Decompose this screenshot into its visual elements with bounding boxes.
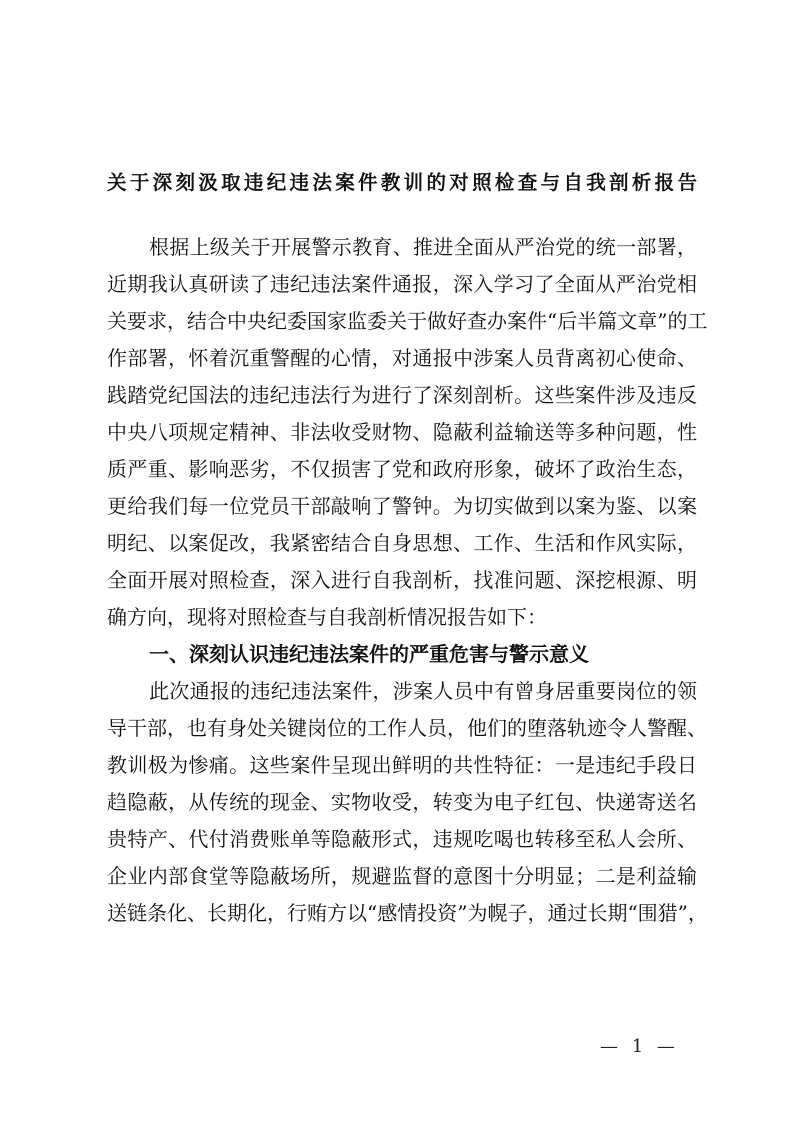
document-body bbox=[107, 232, 708, 935]
paragraph-line: 导干部，也有身处关键岗位的工作人员，他们的堕落轨迹令人警醒、 bbox=[107, 716, 707, 740]
paragraph-line: 贵特产、代付消费账单等隐蔽形式，违规吃喝也转移至私人会所、 bbox=[107, 827, 697, 851]
paragraph-line: 关要求，结合中央纪委国家监委关于做好查办案件“后半篇文章”的工 bbox=[107, 309, 708, 333]
paragraph-line: 企业内部食堂等隐蔽场所，规避监督的意图十分明显；二是利益输 bbox=[107, 864, 697, 888]
section-heading: 一、深刻认识违纪违法案件的严重危害与警示意义 bbox=[149, 642, 589, 666]
paragraph-line: 质严重、影响恶劣，不仅损害了党和政府形象，破坏了政治生态， bbox=[107, 457, 697, 481]
paragraph-line: 趋隐蔽，从传统的现金、实物收受，转变为电子红包、快递寄送名 bbox=[107, 790, 697, 814]
page-number: — 1 — bbox=[600, 1036, 679, 1057]
paragraph-line: 此次通报的违纪违法案件，涉案人员中有曾身居重要岗位的领 bbox=[149, 679, 697, 703]
paragraph-line: 作部署，怀着沉重警醒的心情，对通报中涉案人员背离初心使命、 bbox=[107, 346, 697, 370]
paragraph-line: 确方向，现将对照检查与自我剖析情况报告如下： bbox=[107, 605, 547, 629]
paragraph-line: 全面开展对照检查，深入进行自我剖析，找准问题、深挖根源、明 bbox=[107, 568, 697, 592]
paragraph-line: 明纪、以案促改，我紧密结合自身思想、工作、生活和作风实际， bbox=[107, 531, 697, 555]
paragraph-line: 更给我们每一位党员干部敲响了警钟。为切实做到以案为鉴、以案 bbox=[107, 494, 697, 518]
paragraph-line: 近期我认真研读了违纪违法案件通报，深入学习了全面从严治党相 bbox=[107, 272, 697, 296]
paragraph-line: 践踏党纪国法的违纪违法行为进行了深刻剖析。这些案件涉及违反 bbox=[107, 383, 697, 407]
document-title: 关于深刻汲取违纪违法案件教训的对照检查与自我剖析报告 bbox=[107, 171, 697, 194]
paragraph-line: 送链条化、长期化，行贿方以“感情投资”为幌子，通过长期“围猎”， bbox=[107, 901, 708, 925]
paragraph-line: 教训极为惨痛。这些案件呈现出鲜明的共性特征：一是违纪手段日 bbox=[107, 753, 697, 777]
paragraph-line: 中央八项规定精神、非法收受财物、隐蔽利益输送等多种问题，性 bbox=[107, 420, 697, 444]
paragraph-line: 根据上级关于开展警示教育、推进全面从严治党的统一部署， bbox=[149, 235, 697, 259]
